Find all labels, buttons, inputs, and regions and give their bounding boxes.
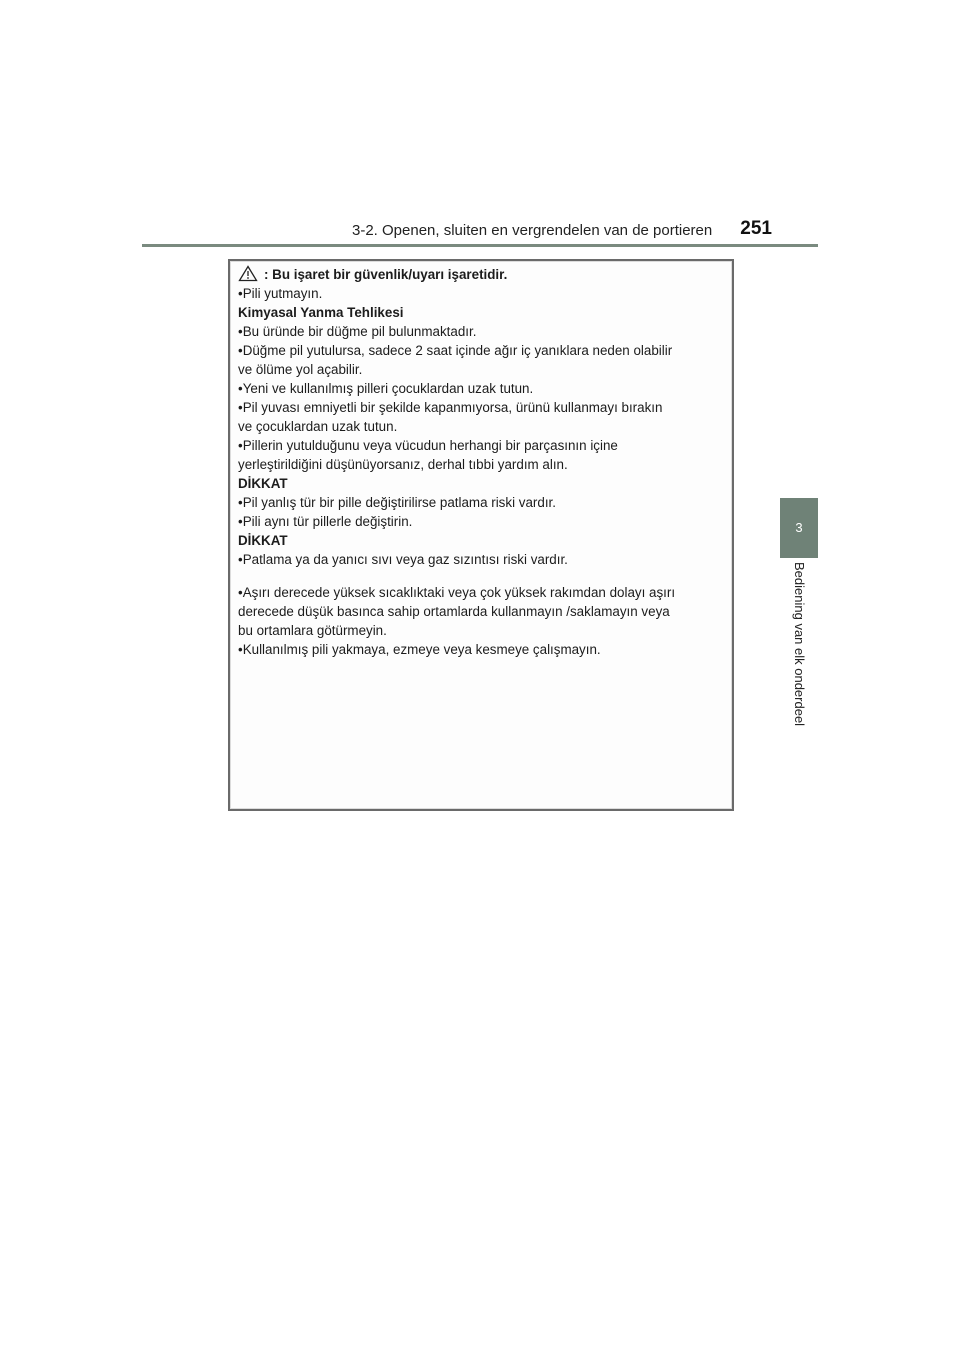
chapter-label-text: Bediening van elk onderdeel	[792, 562, 807, 727]
notice-heading: Kimyasal Yanma Tehlikesi	[238, 305, 404, 320]
notice-line: •Kullanılmış pili yakmaya, ezmeye veya kesmeye çalışmayın.	[238, 642, 601, 657]
notice-line: •Aşırı derecede yüksek sıcaklıktaki veya çok yüksek rakımdan dolayı aşırı	[238, 585, 676, 600]
notice-line: •Bu üründe bir düğme pil bulunmaktadır.	[238, 324, 477, 339]
notice-line: •Düğme pil yutulursa, sadece 2 saat içinde ağır iç yanıklara neden olabilir	[238, 343, 673, 358]
notice-line: •Pil yuvası emniyetli bir şekilde kapanmıyorsa, ürünü kullanmayı bırakın	[238, 400, 663, 415]
chapter-number: 3	[795, 520, 803, 535]
notice-line: ve çocuklardan uzak tutun.	[238, 419, 398, 434]
notice-line: bu ortamlara götürmeyin.	[238, 623, 387, 638]
notice-heading: DİKKAT	[238, 533, 288, 548]
page-number: 251	[740, 218, 772, 239]
notice-body	[238, 265, 728, 659]
notice-line: ve ölüme yol açabilir.	[238, 362, 363, 377]
notice-line: •Pili aynı tür pillerle değiştirin.	[238, 514, 413, 529]
notice-line: derecede düşük basınca sahip ortamlarda kullanmayın /saklamayın veya	[238, 604, 670, 619]
warning-triangle-icon	[238, 265, 258, 282]
notice-line: •Pillerin yutulduğunu veya vücudun herhangi bir parçasının içine	[238, 438, 618, 453]
page-header	[142, 218, 818, 246]
section-title: 3-2. Openen, sluiten en vergrendelen van de portieren	[352, 222, 713, 239]
chapter-tab	[780, 498, 818, 558]
notice-line: •Patlama ya da yanıcı sıvı veya gaz sızıntısı riski vardır.	[238, 552, 568, 567]
notice-line: •Pil yanlış tür bir pille değiştirilirse patlama riski vardır.	[238, 495, 556, 510]
notice-intro-line	[238, 265, 728, 284]
notice-line: •Yeni ve kullanılmış pilleri çocuklardan uzak tutun.	[238, 381, 534, 396]
notice-line: yerleştirildiğini düşünüyorsanız, derhal tıbbi yardım alın.	[238, 457, 568, 472]
notice-line: •Pili yutmayın.	[238, 286, 323, 301]
header-divider	[142, 244, 818, 247]
notice-heading: DİKKAT	[238, 476, 288, 491]
scanned-notice	[228, 259, 734, 811]
notice-intro: : Bu işaret bir güvenlik/uyarı işaretidir.	[264, 267, 508, 282]
